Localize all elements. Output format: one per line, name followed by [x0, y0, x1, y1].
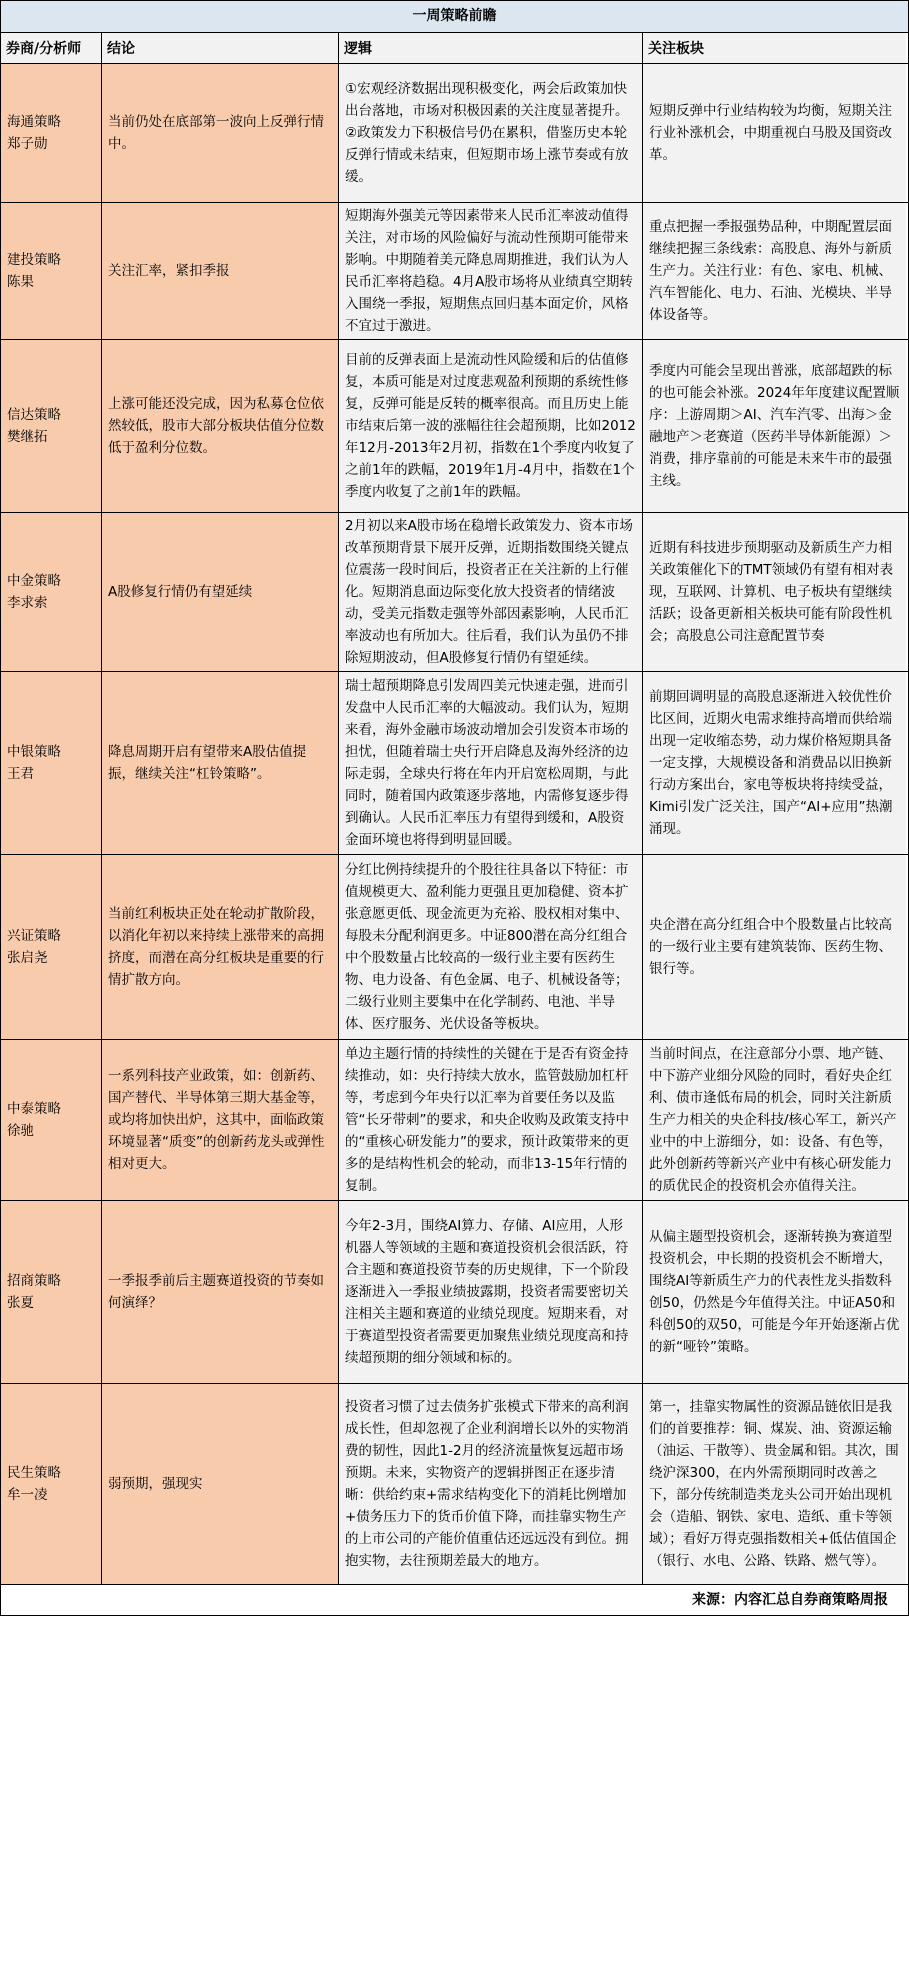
table-row [1, 672, 908, 855]
sectors-cell: 前期回调明显的高股息逐渐进入较优性价比区间，近期火电需求维持高增而供给端出现一定收缩态势，动力煤价格短期具备一定支撑，大规模设备和消费品以旧换新行动方案出台，家电等板块将持续受益，Kimi引发广泛关注，国产“AI+应用”热潮涌现。 [643, 672, 906, 854]
firm-cell [1, 513, 102, 671]
analyst-name: 张启尧 [7, 950, 48, 966]
firm-cell [1, 672, 102, 854]
firm-name: 民生策略 [7, 1465, 61, 1481]
firm-cell [1, 64, 102, 202]
conclusion-cell: 降息周期开启有望带来A股估值提振，继续关注“杠铃策略”。 [102, 672, 339, 854]
sectors-cell: 近期有科技进步预期驱动及新质生产力相关政策催化下的TMT领域仍有望有相对表现，互联网、计算机、电子板块有望继续活跃；设备更新相关板块可能有阶段性机会；高股息公司注意配置节奏 [643, 513, 906, 671]
conclusion-cell: A股修复行情仍有望延续 [102, 513, 339, 671]
firm-name: 中金策略 [7, 573, 61, 589]
logic-cell: ①宏观经济数据出现积极变化，两会后政策加快出台落地，市场对积极因素的关注度显著提升。②政策发力下积极信号仍在累积，借鉴历史本轮反弹行情或未结束，但短期市场上涨节奏或有放缓。 [339, 64, 643, 202]
table-row [1, 1040, 908, 1201]
logic-cell: 目前的反弹表面上是流动性风险缓和后的估值修复，本质可能是对过度悲观盈利预期的系统性修复，反弹可能是反转的概率很高。而且历史上能市结束后第一波的涨幅往往会超预期，比如2012年12月-2013年2月初，指数在1个季度内收复了之前1年的跌幅，2019年1月-4月中，指数在1个季度内收复了之前1年的跌幅。 [339, 340, 643, 512]
table-title: 一周策略前瞻 [1, 0, 908, 33]
conclusion-cell: 一季报季前后主题赛道投资的节奏如何演绎？ [102, 1201, 339, 1383]
firm-name: 信达策略 [7, 407, 61, 423]
header-sectors: 关注板块 [643, 33, 906, 63]
logic-cell: 瑞士超预期降息引发周四美元快速走强，进而引发盘中人民币汇率的大幅波动。我们认为，短期来看，海外金融市场波动增加会引发资本市场的担忧，但随着瑞士央行开启降息及海外经济的边际走弱，全球央行将在年内开启宽松周期，与此同时，随着国内政策逐步落地，内需修复逐步得到确认。人民币汇率压力有望得到缓和，A股资金面环境也将得到明显回暖。 [339, 672, 643, 854]
conclusion-cell: 一系列科技产业政策，如：创新药、国产替代、半导体第三期大基金等，或均将加快出炉，这其中，面临政策环境显著“质变”的创新药龙头或弹性相对更大。 [102, 1040, 339, 1200]
firm-cell [1, 855, 102, 1039]
header-firm: 券商/分析师 [1, 33, 102, 63]
firm-name: 招商策略 [7, 1273, 61, 1289]
table-row [1, 513, 908, 672]
table-header [1, 33, 908, 64]
firm-name: 海通策略 [7, 114, 61, 130]
logic-cell: 2月初以来A股市场在稳增长政策发力、资本市场改革预期背景下展开反弹，近期指数围绕关键点位震荡一段时间后，投资者正在关注新的上行催化。短期消息面边际变化放大投资者的情绪波动，受美元指数走强等外部因素影响，人民币汇率波动也有所加大。往后看，我们认为虽仍不排除短期波动，但A股修复行情仍有望延续。 [339, 513, 643, 671]
table-row [1, 1384, 908, 1585]
firm-name: 中泰策略 [7, 1101, 61, 1117]
table-row [1, 1201, 908, 1384]
sectors-cell: 从偏主题型投资机会，逐渐转换为赛道型投资机会，中长期的投资机会不断增大，围绕AI等新质生产力的代表性龙头指数科创50，仍然是今年值得关注。中证A50和科创50的双50，可能是今年开始逐渐占优的新“哑铃”策略。 [643, 1201, 906, 1383]
firm-cell [1, 203, 102, 339]
conclusion-cell: 当前红利板块正处在轮动扩散阶段，以消化年初以来持续上涨带来的高拥挤度，而潜在高分红板块是重要的行情扩散方向。 [102, 855, 339, 1039]
analyst-name: 樊继拓 [7, 429, 48, 445]
analyst-name: 陈果 [7, 274, 34, 290]
logic-cell: 今年2-3月，围绕AI算力、存储、AI应用，人形机器人等领域的主题和赛道投资机会很活跃，符合主题和赛道投资节奏的历史规律，下一个阶段逐渐进入一季报业绩披露期，投资者需要密切关注相关主题和赛道的业绩兑现度。短期来看，对于赛道型投资者需要更加聚焦业绩兑现度高和持续超预期的细分领域和标的。 [339, 1201, 643, 1383]
firm-cell [1, 1384, 102, 1584]
sectors-cell: 重点把握一季报强势品种，中期配置层面继续把握三条线索：高股息、海外与新质生产力。关注行业：有色、家电、机械、汽车智能化、电力、石油、光模块、半导体设备等。 [643, 203, 906, 339]
logic-cell: 单边主题行情的持续性的关键在于是否有资金持续推动，如：央行持续大放水，监管鼓励加杠杆等，考虑到今年央行以汇率为首要任务以及监管“长牙带刺”的要求，和央企收购及政策支持中的“重核心研发能力”的要求，预计政策带来的更多的是结构性机会的轮动，而非13-15年行情的复制。 [339, 1040, 643, 1200]
conclusion-cell: 上涨可能还没完成，因为私募仓位依然较低，股市大部分板块估值分位数低于盈利分位数。 [102, 340, 339, 512]
firm-name: 兴证策略 [7, 928, 61, 944]
source-note: 来源：内容汇总自券商策略周报 [1, 1585, 908, 1616]
analyst-name: 郑子勋 [7, 136, 48, 152]
conclusion-cell: 弱预期，强现实 [102, 1384, 339, 1584]
sectors-cell: 央企潜在高分红组合中个股数量占比较高的一级行业主要有建筑装饰、医药生物、银行等。 [643, 855, 906, 1039]
logic-cell: 投资者习惯了过去债务扩张模式下带来的高利润成长性，但却忽视了企业利润增长以外的实物消费的韧性，因此1-2月的经济流量恢复远超市场预期。未来，实物资产的逻辑拼图正在逐步清晰：供给约束+需求结构变化下的消耗比例增加+债务压力下的货币价值下降，而挂靠实物生产的上市公司的产能价值重估还远远没有到位。拥抱实物，去往预期差最大的地方。 [339, 1384, 643, 1584]
table-row [1, 340, 908, 513]
analyst-name: 王君 [7, 766, 34, 782]
conclusion-cell: 关注汇率，紧扣季报 [102, 203, 339, 339]
header-logic: 逻辑 [339, 33, 643, 63]
conclusion-cell: 当前仍处在底部第一波向上反弹行情中。 [102, 64, 339, 202]
analyst-name: 张夏 [7, 1295, 34, 1311]
sectors-cell: 短期反弹中行业结构较为均衡，短期关注行业补涨机会，中期重视白马股及国资改革。 [643, 64, 906, 202]
table-row [1, 64, 908, 203]
firm-name: 建投策略 [7, 252, 61, 268]
header-conclusion: 结论 [102, 33, 339, 63]
firm-cell [1, 1201, 102, 1383]
firm-cell [1, 1040, 102, 1200]
analyst-name: 牟一凌 [7, 1487, 48, 1503]
sectors-cell: 第一，挂靠实物属性的资源品链依旧是我们的首要推荐：铜、煤炭、油、资源运输（油运、干散等）、贵金属和铝。其次，围绕沪深300，在内外需预期同时改善之下，部分传统制造类龙头公司开始出现机会（造船、钢铁、家电、造纸、重卡等领域）；看好万得克强指数相关+低估值国企（银行、水电、公路、铁路、燃气等）。 [643, 1384, 906, 1584]
table-row [1, 203, 908, 340]
analyst-name: 李求索 [7, 595, 48, 611]
analyst-name: 徐驰 [7, 1123, 34, 1139]
firm-name: 中银策略 [7, 744, 61, 760]
sectors-cell: 当前时间点，在注意部分小票、地产链、中下游产业细分风险的同时，看好央企红利、债市逢低布局的机会，同时关注新质生产力相关的央企科技/核心军工，新兴产业中的中上游细分，如：设备、有色等，此外创新药等新兴产业中有核心研发能力的质优民企的投资机会亦值得关注。 [643, 1040, 906, 1200]
sectors-cell: 季度内可能会呈现出普涨，底部超跌的标的也可能会补涨。2024年年度建议配置顺序：上游周期＞AI、汽车汽零、出海＞金融地产＞老赛道（医药半导体新能源）＞消费，排序靠前的可能是未来牛市的最强主线。 [643, 340, 906, 512]
firm-cell [1, 340, 102, 512]
logic-cell: 短期海外强美元等因素带来人民币汇率波动值得关注，对市场的风险偏好与流动性预期可能带来影响。中期随着美元降息周期推进，我们认为人民币汇率将趋稳。4月A股市场将从业绩真空期转入围绕一季报，短期焦点回归基本面定价，风格不宜过于激进。 [339, 203, 643, 339]
table-row [1, 855, 908, 1040]
logic-cell: 分红比例持续提升的个股往往具备以下特征：市值规模更大、盈利能力更强且更加稳健、资本扩张意愿更低、现金流更为充裕、股权相对集中、每股未分配利润更多。中证800潜在高分红组合中个股数量占比较高的一级行业主要有医药生物、电力设备、有色金属、电子、机械设备等；二级行业则主要集中在化学制药、电池、半导体、医疗服务、光伏设备等板块。 [339, 855, 643, 1039]
